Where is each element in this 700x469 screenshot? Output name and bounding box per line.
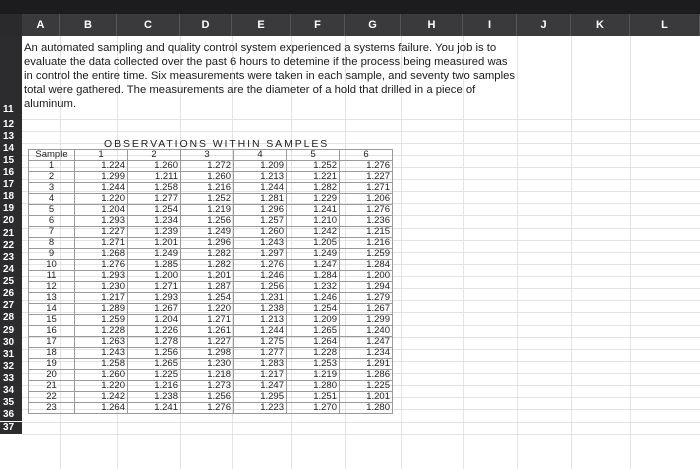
measurement-cell[interactable]: 1.219 xyxy=(181,205,234,216)
row-header-32[interactable]: 32 xyxy=(0,361,22,373)
measurement-cell[interactable]: 1.256 xyxy=(128,348,181,359)
table-row xyxy=(29,205,393,216)
measurement-cell[interactable]: 1.256 xyxy=(181,392,234,403)
measurement-cell[interactable]: 1.201 xyxy=(340,392,393,403)
measurement-cell[interactable]: 1.243 xyxy=(234,238,287,249)
measurement-cell[interactable]: 1.273 xyxy=(181,381,234,392)
sample-number-cell[interactable]: 1 xyxy=(29,161,75,172)
sample-number-cell[interactable]: 18 xyxy=(29,348,75,359)
measurement-cell[interactable]: 1.287 xyxy=(181,282,234,293)
measurement-cell[interactable]: 1.281 xyxy=(234,194,287,205)
measurement-cell[interactable]: 1.209 xyxy=(234,161,287,172)
table-row xyxy=(29,337,393,348)
column-header-j[interactable]: J xyxy=(517,14,571,36)
measurement-cell[interactable]: 1.295 xyxy=(234,392,287,403)
measurement-cell[interactable]: 1.267 xyxy=(340,304,393,315)
measurement-cell[interactable]: 1.200 xyxy=(340,271,393,282)
measurement-cell[interactable]: 1.201 xyxy=(181,271,234,282)
measurement-cell[interactable]: 1.242 xyxy=(287,227,340,238)
row-gridline xyxy=(22,131,700,132)
measurement-cell[interactable]: 1.225 xyxy=(128,370,181,381)
measurement-cell[interactable]: 1.217 xyxy=(75,293,128,304)
measurement-cell[interactable]: 1.220 xyxy=(75,381,128,392)
measurement-cell[interactable]: 1.243 xyxy=(75,348,128,359)
measurement-cell[interactable]: 1.234 xyxy=(340,348,393,359)
measurement-cell[interactable]: 1.254 xyxy=(287,304,340,315)
measurement-cell[interactable]: 1.210 xyxy=(287,216,340,227)
table-row xyxy=(29,370,393,381)
sample-number-cell[interactable]: 8 xyxy=(29,238,75,249)
table-row xyxy=(29,172,393,183)
sample-number-cell[interactable]: 21 xyxy=(29,381,75,392)
measurement-cell[interactable]: 1.246 xyxy=(234,271,287,282)
measurement-cell[interactable]: 1.271 xyxy=(340,183,393,194)
row-header-26[interactable]: 26 xyxy=(0,288,22,300)
row-header-18[interactable]: 18 xyxy=(0,191,22,203)
measurement-cell[interactable]: 1.259 xyxy=(75,315,128,326)
measurement-cell[interactable]: 1.282 xyxy=(181,249,234,260)
row-header-24[interactable]: 24 xyxy=(0,264,22,276)
row-header-16[interactable]: 16 xyxy=(0,167,22,179)
measurement-cell[interactable]: 1.259 xyxy=(340,249,393,260)
row-header-25[interactable]: 25 xyxy=(0,276,22,288)
measurement-cell[interactable]: 1.260 xyxy=(75,370,128,381)
measurement-cell[interactable]: 1.256 xyxy=(234,282,287,293)
measurement-cell[interactable]: 1.293 xyxy=(75,216,128,227)
measurement-cell[interactable]: 1.277 xyxy=(128,194,181,205)
measurement-cell[interactable]: 1.230 xyxy=(181,359,234,370)
measurement-cell[interactable]: 1.276 xyxy=(75,260,128,271)
measurement-cell[interactable]: 1.224 xyxy=(75,161,128,172)
measurement-cell[interactable]: 1.218 xyxy=(181,370,234,381)
row-header-37[interactable]: 37 xyxy=(0,422,22,434)
table-row xyxy=(29,304,393,315)
measurement-cell[interactable]: 1.282 xyxy=(287,183,340,194)
measurement-cell[interactable]: 1.263 xyxy=(75,337,128,348)
observation-header[interactable]: 3 xyxy=(181,150,234,161)
measurement-cell[interactable]: 1.264 xyxy=(75,403,128,414)
sample-number-cell[interactable]: 23 xyxy=(29,403,75,414)
row-header-17[interactable]: 17 xyxy=(0,179,22,191)
table-row xyxy=(29,216,393,227)
measurement-cell[interactable]: 1.257 xyxy=(234,216,287,227)
measurement-cell[interactable]: 1.279 xyxy=(340,293,393,304)
table-row xyxy=(29,271,393,282)
measurement-cell[interactable]: 1.213 xyxy=(234,172,287,183)
table-row xyxy=(29,260,393,271)
measurement-cell[interactable]: 1.211 xyxy=(128,172,181,183)
sample-number-cell[interactable]: 13 xyxy=(29,293,75,304)
measurement-cell[interactable]: 1.232 xyxy=(287,282,340,293)
measurement-cell[interactable]: 1.241 xyxy=(287,205,340,216)
measurement-cell[interactable]: 1.204 xyxy=(128,315,181,326)
measurement-cell[interactable]: 1.285 xyxy=(128,260,181,271)
row-header-22[interactable]: 22 xyxy=(0,240,22,252)
row-header-14[interactable]: 14 xyxy=(0,143,22,155)
sample-number-cell[interactable]: 19 xyxy=(29,359,75,370)
column-header-b[interactable]: B xyxy=(60,14,117,36)
row-header-28[interactable]: 28 xyxy=(0,312,22,324)
measurement-cell[interactable]: 1.284 xyxy=(340,260,393,271)
measurement-cell[interactable]: 1.249 xyxy=(128,249,181,260)
measurement-cell[interactable]: 1.296 xyxy=(234,205,287,216)
sample-number-cell[interactable]: 4 xyxy=(29,194,75,205)
measurement-cell[interactable]: 1.228 xyxy=(287,348,340,359)
table-row xyxy=(29,282,393,293)
row-gridline xyxy=(22,422,700,423)
table-row xyxy=(29,227,393,238)
measurement-cell[interactable]: 1.215 xyxy=(340,227,393,238)
observation-header[interactable]: 5 xyxy=(287,150,340,161)
table-row xyxy=(29,194,393,205)
measurement-cell[interactable]: 1.297 xyxy=(234,249,287,260)
measurement-cell[interactable]: 1.227 xyxy=(340,172,393,183)
sample-number-cell[interactable]: 2 xyxy=(29,172,75,183)
column-header-c[interactable]: C xyxy=(117,14,180,36)
table-row xyxy=(29,381,393,392)
table-row xyxy=(29,326,393,337)
problem-description: An automated sampling and quality control system experienced a systems failure. You job is to evaluate the data collected over the past 6 hours to detemine if the process being measured was in control the entire time. Six measurements were taken in each sample, and seventy two samples total were gathered. The measurements are the diameter of a hold that drilled in a piece of aluminum. xyxy=(24,42,516,110)
table-row xyxy=(29,293,393,304)
measurement-cell[interactable]: 1.236 xyxy=(340,216,393,227)
table-row xyxy=(29,403,393,414)
measurement-cell[interactable]: 1.294 xyxy=(340,282,393,293)
measurement-cell[interactable]: 1.229 xyxy=(287,194,340,205)
table-row xyxy=(29,161,393,172)
sample-number-cell[interactable]: 6 xyxy=(29,216,75,227)
measurement-cell[interactable]: 1.275 xyxy=(234,337,287,348)
measurement-cell[interactable]: 1.247 xyxy=(234,381,287,392)
sample-number-cell[interactable]: 22 xyxy=(29,392,75,403)
measurement-cell[interactable]: 1.258 xyxy=(75,359,128,370)
measurement-cell[interactable]: 1.244 xyxy=(234,326,287,337)
sample-number-cell[interactable]: 14 xyxy=(29,304,75,315)
measurement-cell[interactable]: 1.265 xyxy=(287,326,340,337)
column-header-k[interactable]: K xyxy=(571,14,630,36)
measurement-cell[interactable]: 1.264 xyxy=(287,337,340,348)
measurement-cell[interactable]: 1.241 xyxy=(128,403,181,414)
measurement-cell[interactable]: 1.299 xyxy=(75,172,128,183)
column-header-a[interactable]: A xyxy=(22,14,60,36)
measurement-cell[interactable]: 1.240 xyxy=(340,326,393,337)
measurement-cell[interactable]: 1.228 xyxy=(75,326,128,337)
measurement-cell[interactable]: 1.276 xyxy=(340,161,393,172)
observations-table xyxy=(28,149,393,414)
sample-number-cell[interactable]: 11 xyxy=(29,271,75,282)
measurement-cell[interactable]: 1.252 xyxy=(181,194,234,205)
measurement-cell[interactable]: 1.219 xyxy=(287,370,340,381)
row-gridline xyxy=(22,434,700,435)
measurement-cell[interactable]: 1.276 xyxy=(181,403,234,414)
column-header-l[interactable]: L xyxy=(630,14,700,36)
measurement-cell[interactable]: 1.254 xyxy=(128,205,181,216)
measurement-cell[interactable]: 1.205 xyxy=(287,238,340,249)
row-header-35[interactable]: 35 xyxy=(0,397,22,409)
column-header-h[interactable]: H xyxy=(401,14,463,36)
measurement-cell[interactable]: 1.249 xyxy=(181,227,234,238)
measurement-cell[interactable]: 1.284 xyxy=(287,271,340,282)
measurement-cell[interactable]: 1.220 xyxy=(181,304,234,315)
measurement-cell[interactable]: 1.253 xyxy=(287,359,340,370)
row-header-31[interactable]: 31 xyxy=(0,349,22,361)
measurement-cell[interactable]: 1.213 xyxy=(234,315,287,326)
measurement-cell[interactable]: 1.247 xyxy=(340,337,393,348)
measurement-cell[interactable]: 1.299 xyxy=(340,315,393,326)
measurement-cell[interactable]: 1.230 xyxy=(75,282,128,293)
row-header-23[interactable]: 23 xyxy=(0,252,22,264)
measurement-cell[interactable]: 1.270 xyxy=(287,403,340,414)
column-header-e[interactable]: E xyxy=(232,14,291,36)
measurement-cell[interactable]: 1.260 xyxy=(128,161,181,172)
measurement-cell[interactable]: 1.260 xyxy=(181,172,234,183)
measurement-cell[interactable]: 1.254 xyxy=(181,293,234,304)
measurement-cell[interactable]: 1.227 xyxy=(181,337,234,348)
row-header-30[interactable]: 30 xyxy=(0,337,22,349)
select-all-corner[interactable] xyxy=(0,14,22,36)
table-header-row xyxy=(29,150,393,161)
table-row xyxy=(29,238,393,249)
measurement-cell[interactable]: 1.265 xyxy=(128,359,181,370)
sample-number-cell[interactable]: 17 xyxy=(29,337,75,348)
row-header-merged xyxy=(0,36,22,102)
measurement-cell[interactable]: 1.280 xyxy=(340,403,393,414)
measurement-cell[interactable]: 1.216 xyxy=(128,381,181,392)
sample-number-cell[interactable]: 3 xyxy=(29,183,75,194)
measurement-cell[interactable]: 1.258 xyxy=(128,183,181,194)
measurement-cell[interactable]: 1.260 xyxy=(234,227,287,238)
row-header-34[interactable]: 34 xyxy=(0,385,22,397)
row-header-13[interactable]: 13 xyxy=(0,131,22,143)
measurement-cell[interactable]: 1.289 xyxy=(75,304,128,315)
measurement-cell[interactable]: 1.268 xyxy=(75,249,128,260)
measurement-cell[interactable]: 1.286 xyxy=(340,370,393,381)
table-row xyxy=(29,315,393,326)
sample-number-cell[interactable]: 16 xyxy=(29,326,75,337)
measurement-cell[interactable]: 1.271 xyxy=(181,315,234,326)
measurement-cell[interactable]: 1.247 xyxy=(287,260,340,271)
sample-number-cell[interactable]: 9 xyxy=(29,249,75,260)
measurement-cell[interactable]: 1.271 xyxy=(128,282,181,293)
row-header-29[interactable]: 29 xyxy=(0,325,22,337)
row-gridline xyxy=(22,119,700,120)
measurement-cell[interactable]: 1.231 xyxy=(234,293,287,304)
sample-number-cell[interactable]: 10 xyxy=(29,260,75,271)
measurement-cell[interactable]: 1.221 xyxy=(287,172,340,183)
measurement-cell[interactable]: 1.249 xyxy=(287,249,340,260)
row-header-20[interactable]: 20 xyxy=(0,215,22,227)
measurement-cell[interactable]: 1.216 xyxy=(181,183,234,194)
measurement-cell[interactable]: 1.225 xyxy=(340,381,393,392)
measurement-cell[interactable]: 1.209 xyxy=(287,315,340,326)
sample-number-cell[interactable]: 12 xyxy=(29,282,75,293)
observation-header[interactable]: 2 xyxy=(128,150,181,161)
measurement-cell[interactable]: 1.226 xyxy=(128,326,181,337)
measurement-cell[interactable]: 1.280 xyxy=(287,381,340,392)
row-header-33[interactable]: 33 xyxy=(0,373,22,385)
sample-number-cell[interactable]: 5 xyxy=(29,205,75,216)
measurement-cell[interactable]: 1.293 xyxy=(75,271,128,282)
measurement-cell[interactable]: 1.261 xyxy=(181,326,234,337)
column-header-g[interactable]: G xyxy=(345,14,401,36)
measurement-cell[interactable]: 1.244 xyxy=(75,183,128,194)
row-header-36[interactable]: 36 xyxy=(0,409,22,421)
measurement-cell[interactable]: 1.204 xyxy=(75,205,128,216)
measurement-cell[interactable]: 1.272 xyxy=(181,161,234,172)
measurement-cell[interactable]: 1.206 xyxy=(340,194,393,205)
observations-title: OBSERVATIONS WITHIN SAMPLES xyxy=(104,138,330,150)
measurement-cell[interactable]: 1.252 xyxy=(287,161,340,172)
measurement-cell[interactable]: 1.238 xyxy=(128,392,181,403)
measurement-cell[interactable]: 1.239 xyxy=(128,227,181,238)
observation-header[interactable]: 6 xyxy=(340,150,393,161)
column-header-d[interactable]: D xyxy=(180,14,232,36)
row-header-27[interactable]: 27 xyxy=(0,300,22,312)
measurement-cell[interactable]: 1.256 xyxy=(181,216,234,227)
measurement-cell[interactable]: 1.201 xyxy=(128,238,181,249)
measurement-cell[interactable]: 1.223 xyxy=(234,403,287,414)
row-header-15[interactable]: 15 xyxy=(0,155,22,167)
measurement-cell[interactable]: 1.246 xyxy=(287,293,340,304)
measurement-cell[interactable]: 1.220 xyxy=(75,194,128,205)
measurement-cell[interactable]: 1.200 xyxy=(128,271,181,282)
measurement-cell[interactable]: 1.244 xyxy=(234,183,287,194)
measurement-cell[interactable]: 1.251 xyxy=(287,392,340,403)
sample-header[interactable]: Sample xyxy=(29,150,75,161)
measurement-cell[interactable]: 1.234 xyxy=(128,216,181,227)
measurement-cell[interactable]: 1.217 xyxy=(234,370,287,381)
measurement-cell[interactable]: 1.277 xyxy=(234,348,287,359)
measurement-cell[interactable]: 1.283 xyxy=(234,359,287,370)
table-row xyxy=(29,183,393,194)
measurement-cell[interactable]: 1.216 xyxy=(340,238,393,249)
row-header-19[interactable]: 19 xyxy=(0,203,22,215)
measurement-cell[interactable]: 1.278 xyxy=(128,337,181,348)
measurement-cell[interactable]: 1.291 xyxy=(340,359,393,370)
measurement-cell[interactable]: 1.296 xyxy=(181,238,234,249)
measurement-cell[interactable]: 1.282 xyxy=(181,260,234,271)
table-row xyxy=(29,348,393,359)
sample-number-cell[interactable]: 20 xyxy=(29,370,75,381)
measurement-cell[interactable]: 1.242 xyxy=(75,392,128,403)
table-row xyxy=(29,359,393,370)
measurement-cell[interactable]: 1.238 xyxy=(234,304,287,315)
measurement-cell[interactable]: 1.271 xyxy=(75,238,128,249)
row-header-12[interactable]: 12 xyxy=(0,119,22,131)
measurement-cell[interactable]: 1.267 xyxy=(128,304,181,315)
measurement-cell[interactable]: 1.298 xyxy=(181,348,234,359)
row-header-11[interactable]: 11 xyxy=(0,102,22,119)
measurement-cell[interactable]: 1.227 xyxy=(75,227,128,238)
table-row xyxy=(29,249,393,260)
observation-header[interactable]: 4 xyxy=(234,150,287,161)
sample-number-cell[interactable]: 7 xyxy=(29,227,75,238)
sample-number-cell[interactable]: 15 xyxy=(29,315,75,326)
column-header-f[interactable]: F xyxy=(291,14,345,36)
column-header-i[interactable]: I xyxy=(463,14,517,36)
row-header-21[interactable]: 21 xyxy=(0,228,22,240)
measurement-cell[interactable]: 1.276 xyxy=(340,205,393,216)
table-row xyxy=(29,392,393,403)
observation-header[interactable]: 1 xyxy=(75,150,128,161)
toolbar-strip xyxy=(0,0,700,14)
measurement-cell[interactable]: 1.276 xyxy=(234,260,287,271)
measurement-cell[interactable]: 1.293 xyxy=(128,293,181,304)
